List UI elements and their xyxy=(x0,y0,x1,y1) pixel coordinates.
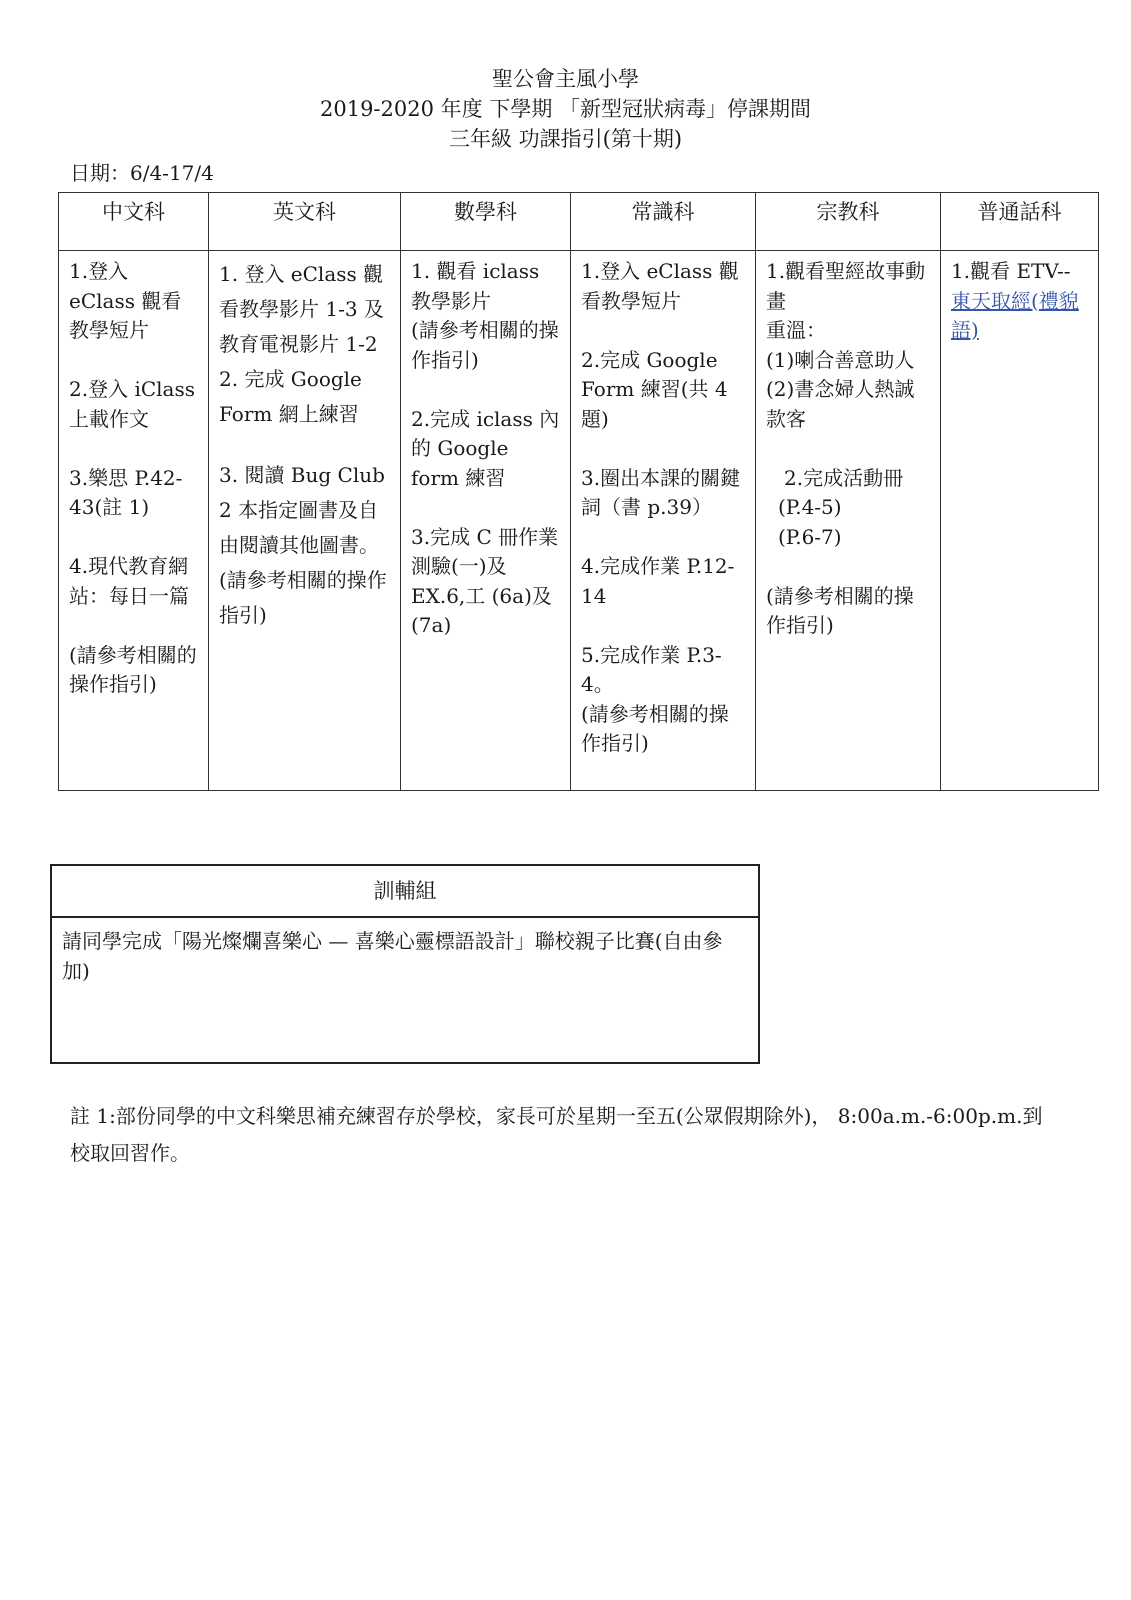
english-task-1: 1. 登入 eClass 觀看教學影片 1-3 及教育電視影片 1-2 xyxy=(219,262,384,356)
document-header xyxy=(0,64,1131,154)
religion-review-1: (1)喇合善意助人 xyxy=(766,347,915,372)
math-task-3: 3.完成 C 冊作業測驗(一)及 EX.6,工 (6a)及 (7a) xyxy=(411,524,559,637)
gs-task-1: 1.登入 eClass 觀看教學短片 xyxy=(581,259,739,313)
guidance-title: 訓輔組 xyxy=(52,866,758,918)
gs-task-4: 4.完成作業 P.12-14 xyxy=(581,554,735,608)
english-guide-note: (請參考相關的操作指引) xyxy=(219,568,387,627)
chinese-cell xyxy=(59,251,209,791)
table-header-row xyxy=(59,193,1099,251)
math-task-1: 1. 觀看 iclass 教學影片 xyxy=(411,259,540,313)
math-guide-note: (請參考相關的操作指引) xyxy=(411,318,559,372)
english-task-2: 2. 完成 Google Form 網上練習 xyxy=(219,367,362,426)
column-header-chinese: 中文科 xyxy=(59,193,209,251)
religion-task-2: 2.完成活動冊 xyxy=(784,465,904,490)
religion-cell xyxy=(756,251,941,791)
math-cell xyxy=(401,251,571,791)
chinese-task-4: 4.現代教育網站：每日一篇 xyxy=(69,554,189,608)
putonghua-task-1: 1.觀看 ETV-- xyxy=(951,259,1071,283)
chinese-guide-note: (請參考相關的操作指引) xyxy=(69,642,197,696)
footnote: 註 1:部份同學的中文科樂思補充練習存於學校，家長可於星期一至五(公眾假期除外)， 8:00a.m.-6:00p.m.到校取回習作。 xyxy=(70,1104,1043,1165)
term-title: 2019-2020 年度 下學期 「新型冠狀病毒」停課期間 xyxy=(319,97,811,121)
table-row xyxy=(59,251,1099,791)
column-header-english: 英文科 xyxy=(209,193,401,251)
school-name: 聖公會主風小學 xyxy=(492,67,639,91)
guidance-box xyxy=(50,864,760,1064)
general-studies-cell xyxy=(571,251,756,791)
gs-task-5: 5.完成作業 P.3-4。 xyxy=(581,642,722,696)
etv-video-link[interactable]: 東天取經(禮貌語) xyxy=(951,288,1079,342)
putonghua-cell xyxy=(941,251,1099,791)
guidance-body: 請同學完成「陽光燦爛喜樂心 — 喜樂心靈標語設計」聯校親子比賽(自由參加) xyxy=(62,929,723,983)
math-task-2: 2.完成 iclass 內的 Google form 練習 xyxy=(411,406,560,490)
religion-review-2: (2)書念婦人熱誠款客 xyxy=(766,377,915,431)
homework-table xyxy=(58,192,1099,791)
gs-guide-note: (請參考相關的操作指引) xyxy=(581,701,729,755)
religion-guide-note: (請參考相關的操作指引) xyxy=(766,583,914,637)
english-task-3: 3. 閱讀 Bug Club 2 本指定圖書及自由閱讀其他圖書。 xyxy=(219,463,385,557)
english-cell xyxy=(209,251,401,791)
column-header-religion: 宗教科 xyxy=(756,193,941,251)
religion-page-1: (P.4-5) xyxy=(778,495,842,519)
column-header-putonghua: 普通話科 xyxy=(941,193,1099,251)
document-title: 三年級 功課指引(第十期) xyxy=(448,127,683,151)
column-header-general-studies: 常識科 xyxy=(571,193,756,251)
column-header-math: 數學科 xyxy=(401,193,571,251)
date-line: 日期：6/4-17/4 xyxy=(70,161,214,185)
chinese-task-1: 1.登入 eClass 觀看教學短片 xyxy=(69,259,182,342)
religion-review-label: 重溫： xyxy=(766,318,826,342)
religion-task-1: 1.觀看聖經故事動畫 xyxy=(766,259,926,313)
gs-task-3: 3.圈出本課的關鍵詞（書 p.39） xyxy=(581,465,741,519)
chinese-task-2: 2.登入 iClass 上載作文 xyxy=(69,377,195,431)
chinese-task-3: 3.樂思 P.42-43(註 1) xyxy=(69,465,183,519)
religion-page-2: (P.6-7) xyxy=(778,524,842,549)
gs-task-2: 2.完成 Google Form 練習(共 4 題) xyxy=(581,347,728,431)
